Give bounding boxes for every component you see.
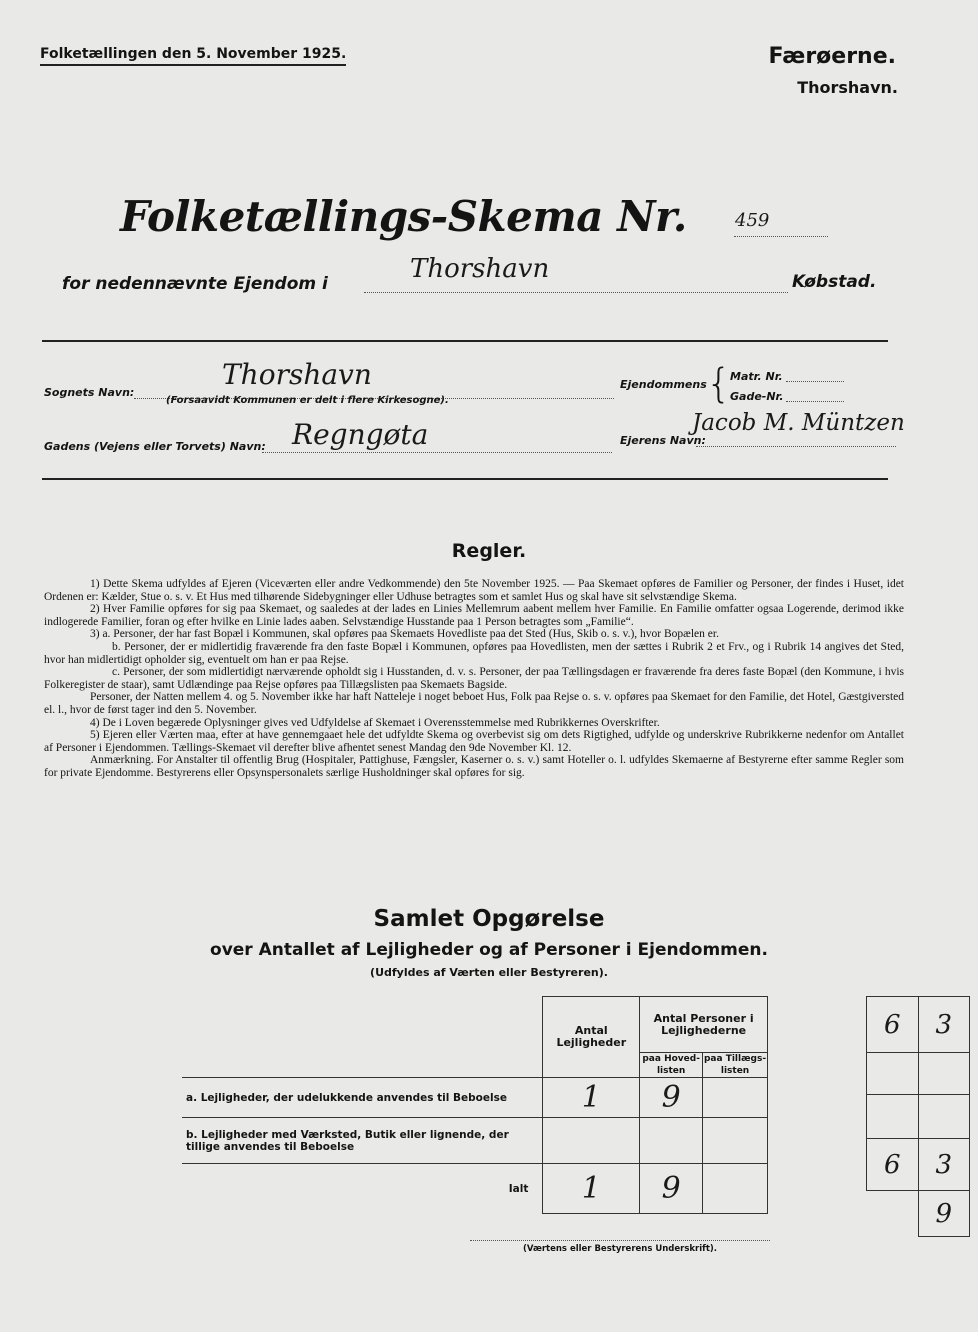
gade-label: Gadens (Vejens eller Torvets) Navn: (44, 440, 266, 453)
col-hovedlisten: paa Hoved-listen (640, 1053, 703, 1078)
col-antal-lejligheder: Antal Lejligheder (543, 997, 640, 1078)
side-tally-box (866, 996, 970, 1237)
summary-table (182, 996, 768, 1214)
rule-paragraph: 3) a. Personer, der har fast Bopæl i Kommunen, skal opføres paa Skemaets Hovedliste paa det Sted (Hus, Skib o. s. v.), hvor Bopælen er. (90, 628, 719, 641)
row-b-label: b. Lejligheder med Værksted, Butik eller lignende, der tillige anvendes til Beboelse (182, 1118, 543, 1164)
ialt-label: Ialt (182, 1164, 543, 1214)
tally-row (867, 997, 970, 1053)
rule-paragraph: 5) Ejeren eller Værten maa, efter at have gennemgaaet hele det udfyldte Skema og overbevist sig om dets Rigtighed, udfylde og underskrive Rubrikkerne nedenfor om Antallet af Personer i Ejendommen. Tællings-Skemaet vil derefter blive afhentet senest Mandag den 9de November Kl. 12. (44, 729, 904, 754)
property-in-value: Thorshavn (410, 254, 550, 284)
ejer-label: Ejerens Navn: (620, 434, 706, 447)
row-a-label: a. Lejligheder, der udelukkende anvendes til Beboelse (182, 1078, 543, 1118)
rule-paragraph: 2) Hver Familie opføres for sig paa Skemaet, og saaledes at der lades en Linies Mellemrum aabent mellem hver Familie. En Familie omfatter ogsaa Logerende, derimod ikke indlogerede Familier, foran og efter hvilke en Linie lades aaben. Selvstændige Husstande paa 1 Person betragtes som „Familie“. (44, 603, 904, 628)
summary-row-ialt (182, 1164, 768, 1214)
signature-line (470, 1240, 770, 1241)
tally-row (867, 1053, 970, 1095)
tally-row (867, 1095, 970, 1139)
tally-cell: 6 (867, 1139, 919, 1191)
sogn-value: Thorshavn (222, 358, 372, 391)
rule-paragraph: 4) De i Loven begærede Oplysninger gives ved Udfyldelse af Skemaet i Overensstemmelse med Rubrikkernes Overskrifter. (90, 716, 660, 729)
tally-cell: 9 (918, 1191, 970, 1237)
tally-row (867, 1191, 970, 1237)
summary-label-column-head (182, 997, 543, 1078)
gade-line (262, 452, 612, 453)
form-number-line (734, 236, 828, 237)
signature-label: (Værtens eller Bestyrerens Underskrift). (522, 1244, 718, 1254)
sogn-label: Sognets Navn: (44, 386, 135, 399)
summary-subtitle: over Antallet af Lejligheder og af Personer i Ejendommen. (210, 940, 768, 960)
col-tillaegslisten: paa Tillægs-listen (703, 1054, 767, 1076)
row-a-lejligheder: 1 (543, 1078, 640, 1118)
rules-title: Regler. (451, 540, 527, 562)
rule-paragraph: Personer, der Natten mellem 4. og 5. November ikke har haft Natteleje i noget beboet Hus, Folk paa Rejse o. s. v. opføres paa Skemaet for den Familie, det Hotel, Gæstgiversted el. l., hvor de først tager ind den 5. November. (44, 691, 904, 716)
summary-header-row (182, 997, 768, 1053)
property-in-line (364, 292, 788, 293)
ejer-line (696, 446, 896, 447)
matr-nr-line (786, 381, 844, 382)
rule-paragraph: b. Personer, der er midlertidig fraværende fra den faste Bopæl i Kommunen, opføres paa Hovedlisten, men der sættes i Rubrik 2 et Frv., og i Rubrik 14 angives det Sted, hvor han midlertidigt opholder sig, eventuelt om han er paa Rejse. (44, 640, 904, 666)
row-b-lejligheder (543, 1118, 640, 1164)
tally-cell (918, 1095, 970, 1139)
form-title: Folketællings-Skema Nr. (120, 192, 687, 241)
ialt-tillaegsliste (703, 1164, 768, 1214)
kobstad-label: Købstad. (792, 272, 877, 292)
tally-cell (867, 1191, 919, 1237)
property-in-label: for nedennævnte Ejendom i (62, 274, 328, 294)
rule-paragraph: Anmærkning. For Anstalter til offentlig Brug (Hospitaler, Pattighuse, Fængsler, Kaserner o. s. v.) samt Hoteller o. l. udfyldes Skemaerne af Bestyrerne efter samme Regler som for private Ejendomme. Bestyrerens eller Opsynspersonalets særlige Husholdninger skal opføres for sig. (44, 754, 904, 779)
ialt-lejligheder: 1 (543, 1164, 640, 1214)
row-a-hovedliste: 9 (640, 1078, 703, 1118)
row-b-tillaegsliste (703, 1118, 768, 1164)
tally-cell: 6 (867, 997, 919, 1053)
summary-note: (Udfyldes af Værten eller Bestyreren). (370, 966, 608, 979)
gade-nr-label: Gade-Nr. (730, 390, 784, 403)
row-b-hovedliste (640, 1118, 703, 1164)
row-a-tillaegsliste (703, 1078, 768, 1118)
summary-row-a (182, 1078, 768, 1118)
ejer-value: Jacob M. Müntzen (692, 410, 905, 436)
tally-row (867, 1139, 970, 1191)
gade-nr-line (786, 401, 844, 402)
tally-cell: 3 (918, 1139, 970, 1191)
census-date-header: Folketællingen den 5. November 1925. (40, 46, 346, 66)
summary-row-b (182, 1118, 768, 1164)
ejendommens-label: Ejendommens (620, 378, 707, 391)
middle-rule (42, 478, 888, 480)
region-header: Færøerne. (768, 44, 896, 69)
tally-cell (867, 1053, 919, 1095)
summary-title: Samlet Opgørelse (373, 906, 605, 932)
brace-icon: { (706, 361, 732, 407)
rule-paragraph: c. Personer, der som midlertidigt nærværende opholdt sig i Husstanden, d. v. s. Personer, der paa Tællingsdagen er fraværende fra deres faste Bopæl (den Kommune, i hvis Folkeregister de staar), samt Udlændinge paa Rejse opføres paa Tillægslisten paa Skemaets Bagside. (44, 666, 904, 691)
ialt-hovedliste: 9 (640, 1164, 703, 1214)
town-header: Thorshavn. (797, 78, 898, 97)
gade-value: Regngøta (292, 418, 429, 451)
col-antal-personer: Antal Personer i Lejlighederne (640, 997, 768, 1053)
matr-nr-label: Matr. Nr. (730, 370, 783, 383)
tally-cell (918, 1053, 970, 1095)
rule-paragraph: 1) Dette Skema udfyldes af Ejeren (Viceværten eller andre Vedkommende) den 5te November 1925. — Paa Skemaet opføres de Familier og Personer, der findes i Huset, idet Ordenen er: Kælder, Stue o. s. v. Et Hus med tilhørende Sidebygninger eller Udhuse betragtes som et samlet Hus og skal have sit selvstændige Skema. (44, 578, 904, 603)
rules-text (44, 578, 904, 780)
top-rule (42, 340, 888, 342)
sogn-note: (Forsaavidt Kommunen er delt i flere Kirkesogne). (166, 395, 449, 406)
tally-cell (867, 1095, 919, 1139)
tally-cell: 3 (918, 997, 970, 1053)
form-number: 459 (735, 210, 770, 231)
